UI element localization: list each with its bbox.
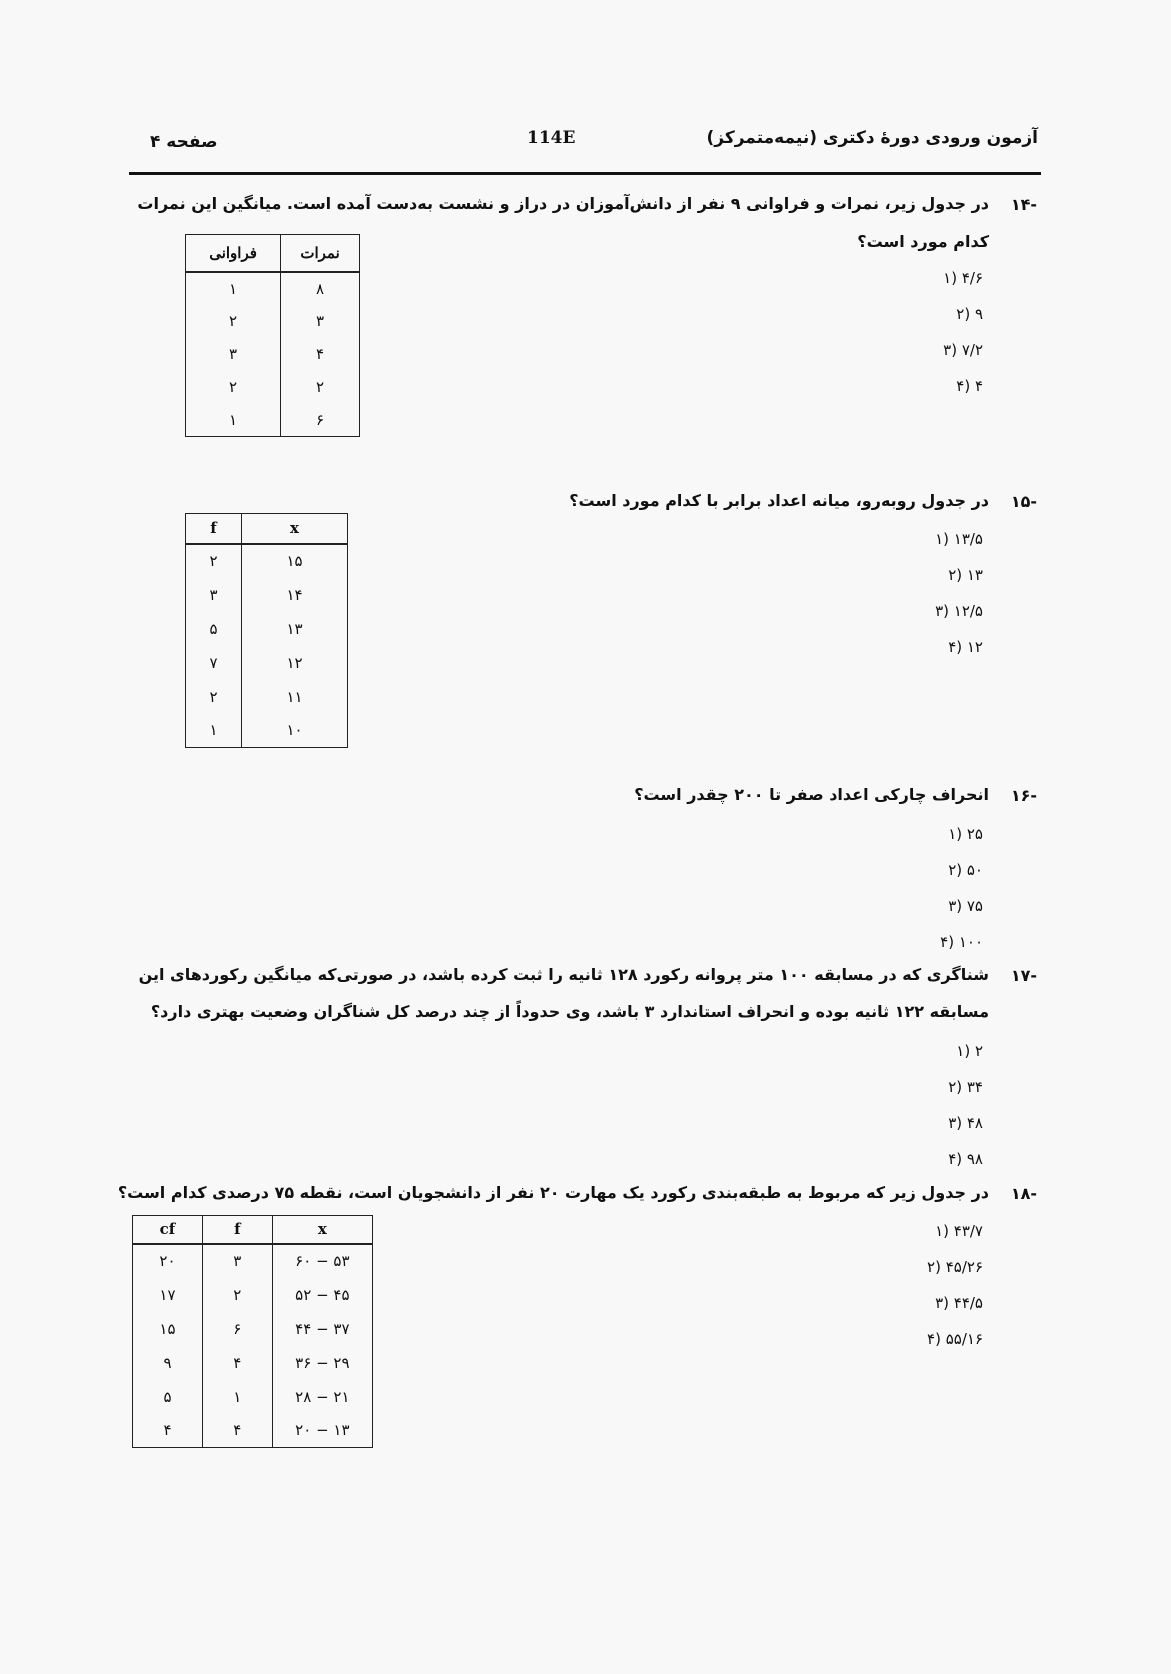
table-cell: ۲: [186, 371, 281, 404]
table-cell: ۱۱: [242, 680, 348, 714]
question-14-table: [185, 234, 360, 437]
question-17-option-2: ۳۴ (۲: [948, 1078, 983, 1096]
table-header: x: [242, 514, 348, 544]
question-17-option-3: ۴۸ (۳: [948, 1114, 983, 1132]
table-cell: ۲۹ − ۳۶: [272, 1346, 372, 1380]
exam-code: 114E: [527, 128, 576, 148]
question-15-option-4: ۱۲ (۴: [948, 638, 983, 656]
question-15-option-2: ۱۳ (۲: [948, 566, 983, 584]
question-18-option-2: ۴۵/۲۶ (۲: [927, 1258, 983, 1276]
question-18-option-3: ۴۴/۵ (۳: [935, 1294, 983, 1312]
question-15-number: -۱۵: [1010, 492, 1037, 511]
table-row: [186, 338, 360, 371]
table-cell: ۹: [133, 1346, 203, 1380]
table-cell: ۲۱ − ۲۸: [272, 1380, 372, 1414]
table-cell: ۲۰: [133, 1244, 203, 1278]
question-16-option-1: ۲۵ (۱: [948, 825, 983, 843]
table-row: [186, 404, 360, 437]
question-17-option-4: ۹۸ (۴: [948, 1150, 983, 1168]
table-cell: ۳۷ − ۴۴: [272, 1312, 372, 1346]
question-16-line-1: انحراف چارکی اعداد صفر تا ۲۰۰ چقدر است؟: [634, 785, 989, 804]
exam-title: آزمون ورودی دورهٔ دکتری (نیمه‌متمرکز): [706, 128, 1038, 148]
table-header: f: [202, 1216, 272, 1244]
table-row: [186, 714, 348, 748]
table-cell: ۵: [186, 612, 242, 646]
table-row: [186, 646, 348, 680]
question-17-number: -۱۷: [1010, 966, 1037, 985]
table-cell: ۲: [186, 680, 242, 714]
question-14-option-1: ۴/۶ (۱: [943, 269, 983, 287]
table-cell: ۲: [202, 1278, 272, 1312]
question-16-option-2: ۵۰ (۲: [948, 861, 983, 879]
question-15-line-1: در جدول روبه‌رو، میانه اعداد برابر با کدام مورد است؟: [569, 491, 989, 510]
table-row: [133, 1312, 373, 1346]
table-header: فراوانی: [186, 235, 281, 272]
table-cell: ۳: [186, 338, 281, 371]
table-row: [186, 544, 348, 578]
table-cell: ۳: [202, 1244, 272, 1278]
table-header: f: [186, 514, 242, 544]
question-17-line-1: شناگری که در مسابقه ۱۰۰ متر پروانه رکورد ۱۲۸ ثانیه را ثبت کرده باشد، در صورتی‌که میانگین رکوردهای این: [138, 965, 989, 984]
table-cell: ۱۵: [133, 1312, 203, 1346]
question-14-number: -۱۴: [1010, 195, 1037, 214]
table-cell: ۱۳: [242, 612, 348, 646]
question-14-option-3: ۷/۲ (۳: [943, 341, 983, 359]
table-cell: ۱۴: [242, 578, 348, 612]
table-cell: ۴: [202, 1346, 272, 1380]
table-cell: ۲: [186, 305, 281, 338]
question-14-option-2: ۹ (۲: [956, 305, 983, 323]
table-cell: ۶: [281, 404, 360, 437]
table-row: [133, 1278, 373, 1312]
question-18-option-4: ۵۵/۱۶ (۴: [927, 1330, 983, 1348]
table-row: [186, 305, 360, 338]
table-header: x: [272, 1216, 372, 1244]
table-cell: ۴: [202, 1414, 272, 1448]
table-header: cf: [133, 1216, 203, 1244]
table-cell: ۱: [202, 1380, 272, 1414]
table-cell: ۳: [281, 305, 360, 338]
table-cell: ۵۳ − ۶۰: [272, 1244, 372, 1278]
table-row: [186, 371, 360, 404]
table-cell: ۳: [186, 578, 242, 612]
table-cell: ۱۰: [242, 714, 348, 748]
header-rule: [129, 172, 1041, 175]
question-15-option-1: ۱۳/۵ (۱: [935, 530, 983, 548]
table-row: [186, 272, 360, 305]
question-16-option-4: ۱۰۰ (۴: [940, 933, 983, 951]
question-17-option-1: ۲ (۱: [956, 1042, 983, 1060]
question-15-table: [185, 513, 348, 748]
table-cell: ۱۵: [242, 544, 348, 578]
table-cell: ۴: [133, 1414, 203, 1448]
table-row: [133, 1346, 373, 1380]
page-number: صفحه ۴: [150, 132, 218, 152]
table-cell: ۱۳ − ۲۰: [272, 1414, 372, 1448]
table-cell: ۱: [186, 404, 281, 437]
table-cell: ۱۲: [242, 646, 348, 680]
table-row: [186, 578, 348, 612]
question-16-number: -۱۶: [1010, 786, 1037, 805]
question-18-option-1: ۴۳/۷ (۱: [935, 1222, 983, 1240]
table-cell: ۴۵ − ۵۲: [272, 1278, 372, 1312]
table-header: نمرات: [281, 235, 360, 272]
table-cell: ۶: [202, 1312, 272, 1346]
table-row: [186, 612, 348, 646]
question-15-option-3: ۱۲/۵ (۳: [935, 602, 983, 620]
question-14-option-4: ۴ (۴: [956, 377, 983, 395]
table-cell: ۲: [186, 544, 242, 578]
table-cell: ۱: [186, 714, 242, 748]
table-row: [133, 1380, 373, 1414]
table-cell: ۵: [133, 1380, 203, 1414]
table-cell: ۴: [281, 338, 360, 371]
table-row: [133, 1244, 373, 1278]
question-18-line-1: در جدول زیر که مربوط به طبقه‌بندی رکورد یک مهارت ۲۰ نفر از دانشجویان است، نقطه ۷۵ درصدی کدام است؟: [117, 1183, 989, 1202]
question-18-number: -۱۸: [1010, 1184, 1037, 1203]
question-18-table: [132, 1215, 373, 1448]
question-17-line-2: مسابقه ۱۲۲ ثانیه بوده و انحراف استاندارد ۳ باشد، وی حدوداً از چند درصد کل شناگران وضعیت بهتری دارد؟: [150, 1002, 989, 1021]
table-cell: ۲: [281, 371, 360, 404]
question-14-line-1: در جدول زیر، نمرات و فراوانی ۹ نفر از دانش‌آموزان در دراز و نشست به‌دست آمده است. میانگین این نمرات: [137, 194, 989, 213]
table-cell: ۷: [186, 646, 242, 680]
question-16-option-3: ۷۵ (۳: [948, 897, 983, 915]
question-14-line-2: کدام مورد است؟: [857, 232, 989, 251]
table-row: [186, 680, 348, 714]
table-cell: ۱۷: [133, 1278, 203, 1312]
table-cell: ۸: [281, 272, 360, 305]
table-row: [133, 1414, 373, 1448]
table-cell: ۱: [186, 272, 281, 305]
